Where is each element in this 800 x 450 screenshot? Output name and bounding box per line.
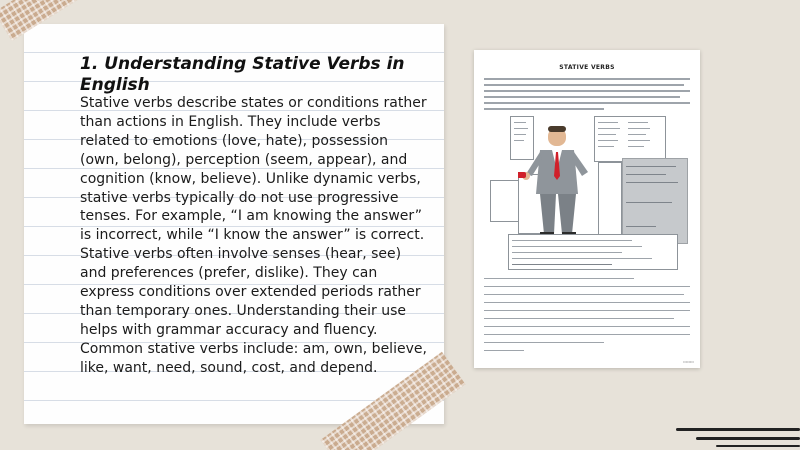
verb-box-column (598, 162, 622, 236)
slide-paragraph: Stative verbs describe states or conditions rather than actions in English. They include verbs related to emotions (love, hate), possession (own, belong), perception (seem, appear), and cognition (know, believe). Unlike dynamic verbs, stative verbs typically do not use progressive tenses. For example, “I am knowing the answer” is incorrect, while “I know the answer” is correct. Stative verbs often involve senses (hear, see) and preferences (prefer, dislike). They can express conditions over extended periods rather than temporary ones. Understanding their use helps with grammar accuracy and fluency. Common stative verbs include: am, own, believe, like, want, need, sound, cost, and depend. (80, 95, 427, 376)
worksheet-heading: STATIVE VERBS (559, 64, 615, 71)
businessman-illustration (518, 124, 598, 238)
decorative-line (696, 437, 800, 440)
verb-box-small (490, 180, 520, 222)
worksheet-image (474, 50, 700, 368)
worksheet-footer-mark: ▫▫▫▫ (683, 359, 694, 364)
grey-note-panel (622, 158, 688, 244)
slide-title: 1. Understanding Stative Verbs in English (80, 54, 405, 95)
decorative-line (676, 428, 800, 431)
decorative-line (716, 445, 800, 447)
